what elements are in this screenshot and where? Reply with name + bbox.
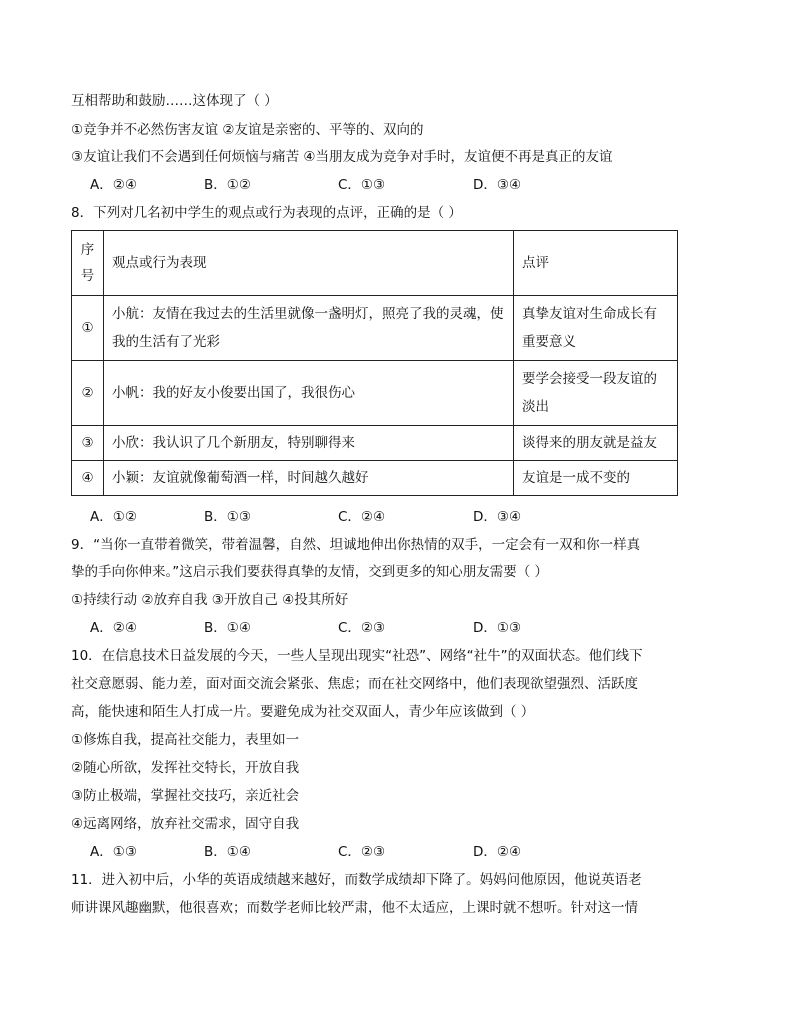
header-number (72, 231, 104, 296)
option-c: C．②③ (338, 620, 386, 636)
header-comment: 点评 (514, 231, 678, 296)
q11-stem-line-2: 师讲课风趣幽默，他很喜欢；而数学老师比较严肃，他不太适应，上课时就不想听。针对这一情 (71, 900, 638, 916)
option-a: A．①③ (90, 844, 137, 860)
option-c: C．②③ (338, 844, 386, 860)
option-a: A．①② (90, 509, 137, 525)
option-b: B．①③ (204, 509, 251, 525)
row-view: 小航：友情在我过去的生活里就像一盏明灯，照亮了我的灵魂，使我的生活有了光彩 (104, 296, 514, 361)
option-c: C．②④ (338, 509, 386, 525)
row-number: ③ (72, 426, 104, 461)
header-number-text: 序号 (80, 242, 95, 284)
option-b: B．①② (204, 177, 251, 193)
q8-table (71, 230, 678, 496)
option-b: B．①④ (204, 620, 251, 636)
option-d: D．③④ (473, 509, 522, 525)
row-number: ① (72, 296, 104, 361)
header-view: 观点或行为表现 (104, 231, 514, 296)
q10-stem-line-2: 社交意愿弱、能力差，面对面交流会紧张、焦虑；而在社交网络中，他们表现欲望强烈、活跃度 (71, 676, 638, 692)
option-d: D．①③ (473, 620, 522, 636)
q7-statements-line-1: ①竞争并不必然伤害友谊 ②友谊是亲密的、平等的、双向的 (71, 122, 424, 138)
table-row (72, 461, 678, 496)
q10-stem-line-3: 高，能快速和陌生人打成一片。要避免成为社交双面人，青少年应该做到（ ） (71, 704, 535, 720)
option-a: A．②④ (90, 620, 137, 636)
row-comment: 友谊是一成不变的 (514, 461, 678, 496)
row-view: 小颖：友谊就像葡萄酒一样，时间越久越好 (104, 461, 514, 496)
row-comment: 真挚友谊对生命成长有重要意义 (514, 296, 678, 361)
q10-statement-4: ④远离网络，放弃社交需求，固守自我 (71, 816, 300, 832)
option-a: A．②④ (90, 177, 137, 193)
q7-stem-tail: 互相帮助和鼓励……这体现了（ ） (71, 93, 278, 109)
q10-stem-line-1: 10．在信息技术日益发展的今天，一些人呈现出现实“社恐”、网络“社牛”的双面状态。他们线下 (71, 648, 643, 664)
table-header-row (72, 231, 678, 296)
table-row (72, 426, 678, 461)
row-view: 小帆：我的好友小俊要出国了，我很伤心 (104, 361, 514, 426)
q8-stem: 8．下列对几名初中学生的观点或行为表现的点评，正确的是（ ） (71, 205, 462, 221)
q9-stem-line-2: 挚的手向你伸来。”这启示我们要获得真挚的友情，交到更多的知心朋友需要（ ） (71, 564, 549, 580)
q10-statement-2: ②随心所欲，发挥社交特长，开放自我 (71, 760, 300, 776)
q10-statement-3: ③防止极端，掌握社交技巧，亲近社会 (71, 788, 300, 804)
option-b: B．①④ (204, 844, 251, 860)
option-d: D．②④ (473, 844, 522, 860)
table-row (72, 361, 678, 426)
option-c: C．①③ (338, 177, 386, 193)
row-number: ② (72, 361, 104, 426)
q11-stem-line-1: 11．进入初中后，小华的英语成绩越来越好，而数学成绩却下降了。妈妈问他原因，他说英语老 (71, 872, 642, 888)
row-view: 小欣：我认识了几个新朋友，特别聊得来 (104, 426, 514, 461)
q9-statements: ①持续行动 ②放弃自我 ③开放自己 ④投其所好 (71, 592, 349, 608)
row-comment: 要学会接受一段友谊的淡出 (514, 361, 678, 426)
row-number: ④ (72, 461, 104, 496)
option-d: D．③④ (473, 177, 522, 193)
q9-stem-line-1: 9．“当你一直带着微笑，带着温馨，自然、坦诚地伸出你热情的双手，一定会有一双和你一样真 (71, 537, 641, 553)
row-comment: 谈得来的朋友就是益友 (514, 426, 678, 461)
table-row (72, 296, 678, 361)
q7-statements-line-2: ③友谊让我们不会遇到任何烦恼与痛苦 ④当朋友成为竞争对手时，友谊便不再是真正的友谊 (71, 149, 613, 165)
q10-statement-1: ①修炼自我，提高社交能力，表里如一 (71, 732, 300, 748)
